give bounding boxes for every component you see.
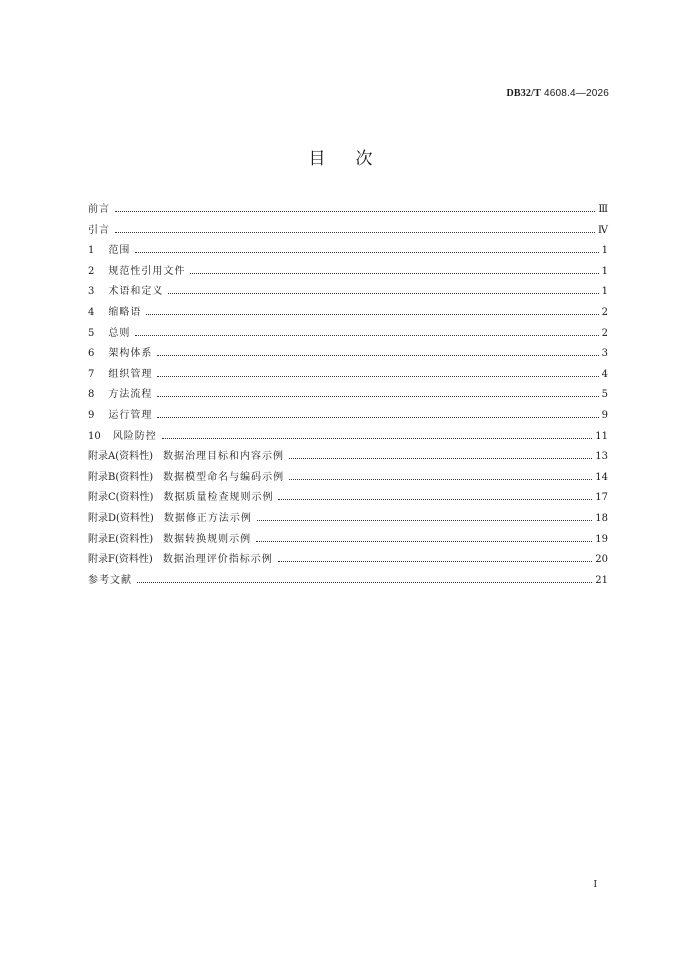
toc-dot-leader (157, 408, 598, 418)
toc-entry-label: 参考文献 (88, 574, 132, 586)
toc-entry[interactable] (88, 571, 608, 592)
toc-entry[interactable] (88, 509, 608, 530)
toc-entry[interactable] (88, 221, 608, 242)
toc-entry[interactable] (88, 262, 608, 283)
toc-entry-label: 数据修正方法示例 (163, 512, 252, 524)
toc-entry-label: 架构体系 (108, 348, 153, 360)
toc-entry[interactable] (88, 200, 608, 221)
toc-entry[interactable] (88, 427, 608, 448)
toc-entry-number: 9 (88, 409, 95, 421)
toc-entry-number: 1 (88, 245, 95, 257)
document-code (506, 88, 609, 99)
toc-entry-page: 2 (601, 327, 608, 339)
toc-entry-number: 7 (88, 368, 95, 380)
document-code-prefix: DB32/T (506, 88, 541, 99)
toc-dot-leader (157, 387, 598, 397)
toc-entry-number: 3 (88, 286, 95, 298)
toc-dot-leader (135, 326, 598, 336)
toc-entry-label: 缩略语 (108, 306, 142, 318)
toc-dot-leader (115, 202, 595, 212)
toc-dot-leader (257, 511, 592, 521)
toc-entry-page: Ⅲ (598, 204, 608, 215)
toc-entry-page: 21 (595, 574, 608, 586)
toc-entry-label: 数据模型命名与编码示例 (163, 471, 285, 483)
toc-entry-label: 方法流程 (108, 389, 153, 401)
toc-entry[interactable] (88, 406, 608, 427)
toc-entry-page: 2 (601, 306, 608, 318)
toc-dot-leader (137, 573, 592, 583)
toc-entry-number: 10 (88, 430, 101, 442)
toc-entry-page: 4 (601, 368, 608, 380)
toc-entry-page: 11 (595, 430, 608, 442)
toc-entry-label: 数据治理目标和内容示例 (163, 451, 285, 463)
toc-dot-leader (289, 449, 592, 459)
toc-dot-leader (135, 243, 598, 253)
toc-entry-page: 3 (601, 348, 608, 360)
toc-entry-page: 1 (601, 245, 608, 257)
toc-dot-leader (146, 305, 598, 315)
toc-entry-page: 19 (595, 533, 608, 545)
toc-entry-page: 17 (595, 492, 608, 504)
toc-entry-number: 附录D(资料性) (88, 512, 154, 524)
toc-entry[interactable] (88, 447, 608, 468)
toc-dot-leader (162, 429, 593, 439)
toc-entry-page: 9 (601, 409, 608, 421)
toc-dot-leader (278, 490, 592, 500)
toc-entry-label: 范围 (108, 245, 131, 257)
toc-entry[interactable] (88, 282, 608, 303)
toc-entry-number: 8 (88, 389, 95, 401)
toc-dot-leader (190, 264, 598, 274)
toc-entry-label: 风险防控 (112, 430, 157, 442)
toc-dot-leader (289, 470, 592, 480)
toc-dot-leader (115, 223, 595, 233)
toc-entry-page: 14 (595, 471, 608, 483)
toc-entry-label: 前言 (88, 204, 110, 215)
toc-entry[interactable] (88, 385, 608, 406)
toc-dot-leader (278, 552, 593, 562)
toc-dot-leader (256, 532, 592, 542)
toc-entry[interactable] (88, 303, 608, 324)
toc-entry-label: 引言 (88, 224, 110, 236)
toc-entry-label: 数据质量检查规则示例 (163, 492, 274, 504)
toc-entry-page: 5 (601, 389, 608, 401)
toc-entry-page: 1 (601, 265, 608, 277)
toc-dot-leader (168, 284, 598, 294)
toc-entry-number: 附录C(资料性) (88, 492, 154, 504)
toc-entry-page: Ⅳ (598, 224, 608, 236)
toc-entry[interactable] (88, 365, 608, 386)
toc-entry-label: 规范性引用文件 (108, 265, 186, 277)
toc-entry[interactable] (88, 344, 608, 365)
toc-entry[interactable] (88, 241, 608, 262)
table-of-contents (88, 200, 608, 591)
document-code-number: 4608.4—2026 (540, 88, 609, 99)
toc-entry-label: 总则 (108, 327, 131, 339)
toc-entry-number: 附录F(资料性) (88, 554, 153, 566)
toc-entry-label: 组织管理 (108, 368, 153, 380)
toc-entry[interactable] (88, 488, 608, 509)
toc-entry-page: 13 (595, 451, 608, 463)
toc-entry-number: 附录A(资料性) (88, 451, 154, 463)
toc-entry-label: 数据治理评价指标示例 (162, 554, 273, 566)
toc-dot-leader (157, 367, 598, 377)
toc-entry[interactable] (88, 468, 608, 489)
toc-entry-number: 2 (88, 265, 95, 277)
toc-entry-label: 术语和定义 (108, 286, 164, 298)
toc-entry-number: 6 (88, 348, 95, 360)
toc-entry-label: 数据转换规则示例 (163, 533, 252, 545)
toc-entry-number: 4 (88, 306, 95, 318)
toc-entry-number: 附录B(资料性) (88, 471, 154, 483)
page-number: I (593, 880, 597, 890)
toc-entry-number: 附录E(资料性) (88, 533, 154, 545)
toc-title: 目次 (308, 149, 403, 169)
toc-entry-number: 5 (88, 327, 95, 339)
toc-entry-page: 1 (601, 286, 608, 298)
toc-entry[interactable] (88, 530, 608, 551)
toc-entry[interactable] (88, 550, 608, 571)
toc-entry-page: 20 (595, 554, 608, 566)
toc-entry-page: 18 (595, 512, 608, 524)
toc-entry-label: 运行管理 (108, 409, 153, 421)
toc-entry[interactable] (88, 324, 608, 345)
toc-dot-leader (157, 346, 598, 356)
